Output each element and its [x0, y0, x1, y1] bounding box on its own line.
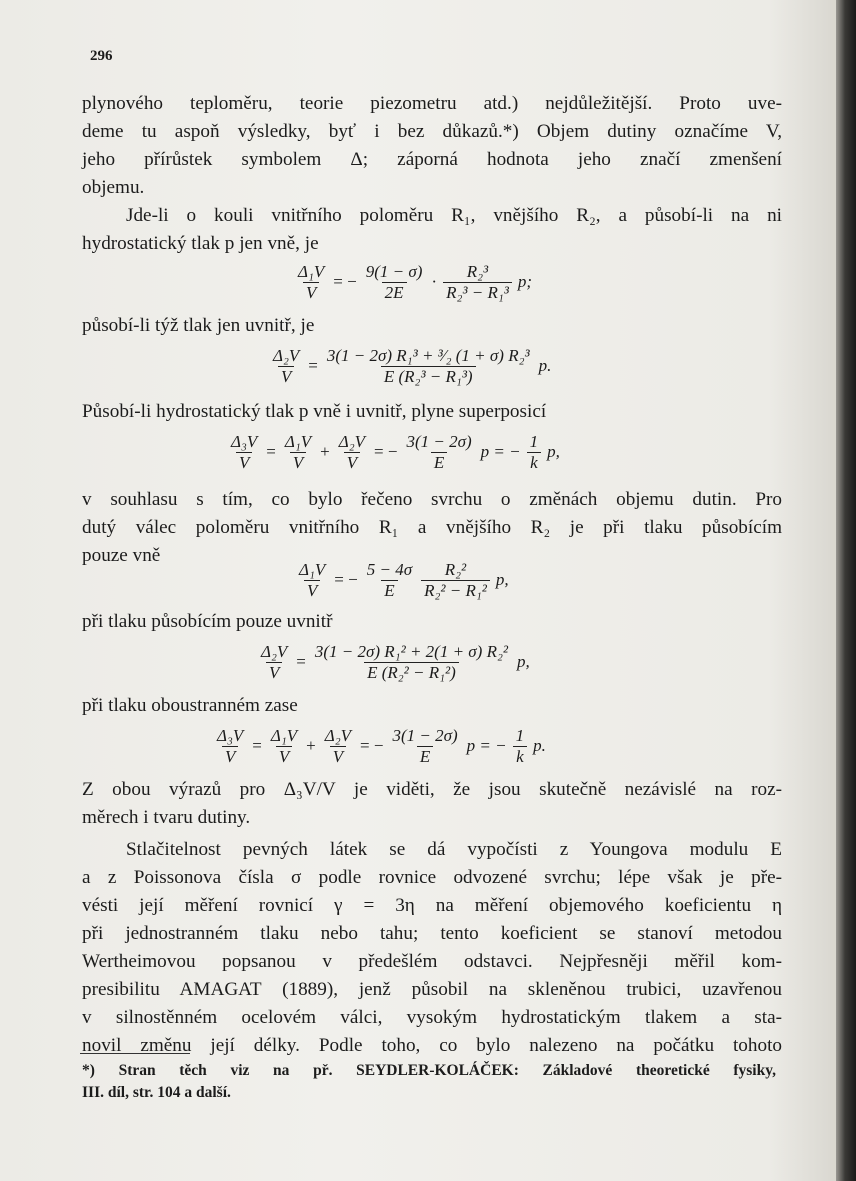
text-line: Stlačitelnost pevných látek se dá vypočísti z Youngova modulu E	[126, 839, 782, 860]
text-line: Wertheimovou popsanou v předešlém odstavci. Nejpřesněji měřil kom-	[82, 951, 782, 972]
text-line: presibilitu AMAGAT (1889), jenž působil na skleněnou trubici, uzavřenou	[82, 979, 782, 1000]
text-line: novil změnu její délky. Podle toho, co bylo nalezeno na počátku tohoto	[82, 1035, 782, 1056]
text-line: v souhlasu s tím, co bylo řečeno svrchu o změnách objemu dutin. Pro	[82, 489, 782, 510]
page-number: 296	[90, 48, 113, 64]
paragraph-4	[82, 776, 782, 832]
text-line: měrech i tvaru dutiny.	[82, 807, 251, 828]
text-line: hydrostatický tlak p jen vně, je	[82, 233, 319, 254]
text-line: pouze vně	[82, 545, 161, 566]
text-line: dutý válec poloměru vnitřního R₁ a vnějšího R₂ je při tlaku působícím	[82, 517, 782, 538]
paragraph-1	[82, 90, 782, 202]
book-spine	[836, 0, 856, 1181]
footnote-line: III. díl, str. 104 a další.	[82, 1084, 231, 1101]
text-line: Jde-li o kouli vnitřního poloměru R₁, vnějšího R₂, a působí-li na ni	[126, 205, 782, 226]
equation-sphere-superposition: $\frac{\text{Δ₃V}}{V}$ = $\frac{\text{Δ₁V}}{V}$ + $\frac{\text{Δ₂V}}{V}$ = − $\frac{3(1 - 2\sigma)}{E}$ p = − $\frac{1}{k}$ p,	[231, 432, 560, 472]
text-line: a z Poissonova čísla σ podle rovnice odvozené svrchu; lépe však je pře-	[82, 867, 782, 888]
text-sphere-both: Působí-li hydrostatický tlak p vně i uvnitř, plyne superposicí	[82, 401, 547, 422]
text-line: jeho přírůstek symbolem Δ; záporná hodnota jeho značí zmenšení	[82, 149, 782, 170]
equation-sphere-inside: $\frac{\text{Δ₂V}}{V}$ = $\frac{\text{3(1 − 2σ) R₁³ + ³⁄₂ (1 + σ) R₂³}}{\text{E (R₂³ − R₁³)}}$ p.	[273, 346, 552, 386]
text-sphere-inside: působí-li týž tlak jen uvnitř, je	[82, 315, 315, 336]
equation-cylinder-inside: $\frac{\text{Δ₂V}}{V}$ = $\frac{\text{3(1 − 2σ) R₁² + 2(1 + σ) R₂²}}{\text{E (R₂² − R₁²)}}$ p,	[261, 642, 530, 682]
text-line: objemu.	[82, 177, 145, 198]
text-line: v silnostěnném ocelovém válci, vysokým hydrostatickým tlakem a sta-	[82, 1007, 782, 1028]
text-line: při jednostranném tlaku nebo tahu; tento koeficient se stanoví metodou	[82, 923, 782, 944]
footnote	[82, 1060, 776, 1104]
text-line: vésti její měření rovnicí γ = 3η na měření objemového koeficientu η	[82, 895, 782, 916]
text-line: plynového teploměru, teorie piezometru atd.) nejdůležitější. Proto uve-	[82, 93, 782, 114]
text-cylinder-both: při tlaku oboustranném zase	[82, 695, 298, 716]
footnote-divider	[80, 1053, 190, 1054]
text-line: deme tu aspoň výsledky, byť i bez důkazů.*) Objem dutiny označíme V,	[82, 121, 782, 142]
text-line: Z obou výrazů pro Δ₃V/V je viděti, že jsou skutečně nezávislé na roz-	[82, 779, 782, 800]
equation-cylinder-superposition: $\frac{\text{Δ₃V}}{V}$ = $\frac{\text{Δ₁V}}{V}$ + $\frac{\text{Δ₂V}}{V}$ = − $\frac{3(1 - 2\sigma)}{E}$ p = − $\frac{1}{k}$ p.	[217, 726, 546, 766]
text-cylinder-inside: při tlaku působícím pouze uvnitř	[82, 611, 333, 632]
equation-cylinder-outside: $\frac{\text{Δ₁V}}{V}$ = − $\frac{5 - 4\sigma}{E}$ $\frac{\text{R₂²}}{\text{R₂² − R₁²}}$ p,	[299, 560, 509, 600]
paragraph-3	[82, 486, 782, 570]
paragraph-2	[82, 202, 782, 258]
footnote-line: *) Stran těch viz na př. SEYDLER-KOLÁČEK: Základové theoretické fysiky,	[82, 1062, 776, 1079]
paragraph-5	[82, 836, 782, 1060]
equation-sphere-outside: $\frac{\text{Δ₁V}}{V}$ = − $\frac{9(1 - \sigma)}{2E}$ · $\frac{\text{R₂³}}{\text{R₂³ − R₁³}}$ p;	[298, 262, 533, 302]
